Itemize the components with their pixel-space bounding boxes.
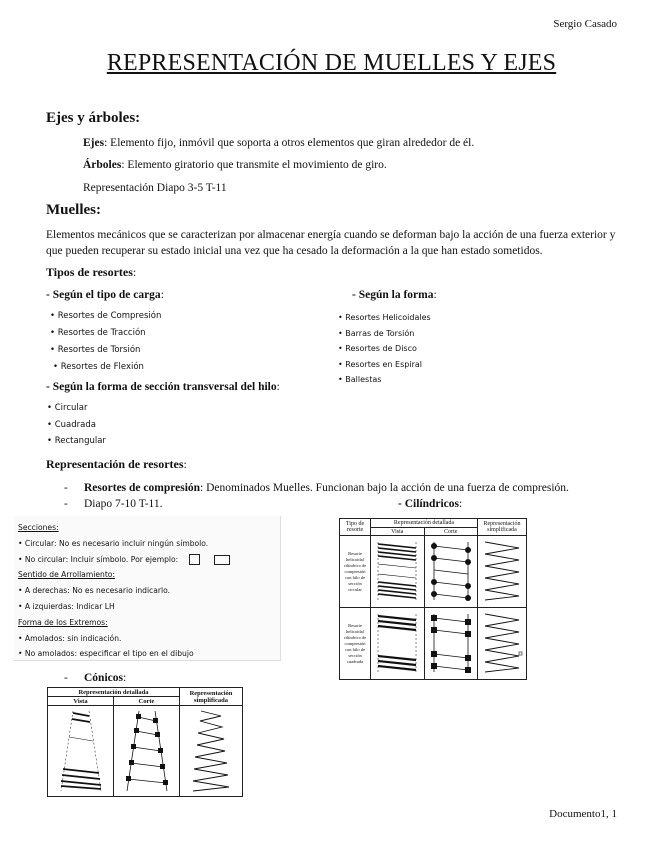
cilindricos-colon: :: [459, 498, 463, 510]
list-item: • Resortes de Torsión: [50, 345, 141, 355]
cyl-col-detallada: Representación detallada: [371, 519, 478, 528]
cyl-square-simplified-drawing: [478, 608, 527, 680]
list-item: • Rectangular: [47, 436, 106, 446]
conicos-text: Cónicos: [84, 672, 123, 684]
conicos-colon: :: [122, 672, 127, 684]
cone-col-simplificada: Representación simplificada: [180, 688, 243, 706]
spring-zigzag-icon: [479, 610, 525, 676]
ejes-term: Ejes: [83, 137, 105, 149]
conical-spring-section-icon: [117, 707, 177, 793]
cone-section-drawing: [114, 706, 180, 797]
cone-simplified-drawing: [180, 706, 243, 797]
notes-sentido: Sentido de Arrollamiento:: [18, 570, 116, 580]
cilindricos-label: [398, 496, 462, 512]
tipos-heading-colon: :: [132, 265, 137, 279]
heading-ejes: Ejes y árboles:: [46, 110, 141, 126]
arboles-definition: [83, 157, 387, 173]
muelles-paragraph: Elementos mecánicos que se caracterizan por almacenar energía cuando se deforman bajo la acción de una fuerza exterior y que pueden recuperar su estado inicial una vez que ha cesado la deformación a la que han estado sometidos.: [46, 229, 616, 257]
notes-derechas: • A derechas: No es necesario indicarlo.: [18, 586, 171, 596]
cone-col-corte: Corte: [114, 697, 180, 706]
cyl-col-simplificada: Representación simplificada: [478, 519, 527, 536]
dash: -: [64, 672, 68, 684]
compresion-term: Resortes de compresión: [84, 482, 201, 494]
compresion-def: : Denominados Muelles. Funcionan bajo la acción de una fuerza de compresión.: [200, 482, 569, 494]
heading-tipos: [46, 264, 136, 280]
list-item: • Resortes de Disco: [338, 344, 417, 353]
header-author: Sergio Casado: [553, 18, 617, 30]
ejes-reference: Representación Diapo 3-5 T-11: [83, 182, 227, 194]
cyl-circular-section-drawing: [424, 536, 478, 608]
tipos-heading-text: Tipos de resortes: [46, 265, 133, 279]
conical-spring-view-icon: [51, 707, 111, 793]
cyl-col-corte: Corte: [424, 528, 478, 536]
list-item: • Circular: [47, 403, 88, 413]
cyl-square-section-drawing: [424, 608, 478, 680]
spring-view-icon: [372, 610, 422, 676]
spring-zigzag-icon: [479, 538, 525, 604]
seccion-label-text: - Según la forma de sección transversal del hilo: [46, 381, 277, 393]
spring-section-icon: [426, 610, 476, 676]
cone-col-detallada: Representación detallada: [48, 688, 180, 697]
heading-muelles: Muelles:: [46, 202, 101, 218]
notes-izquierdas: • A izquierdas: Indicar LH: [18, 601, 115, 611]
conical-table: [47, 687, 243, 797]
arboles-def: : Elemento giratorio que transmite el movimiento de giro.: [121, 159, 387, 171]
conical-springs-figure: [47, 687, 243, 797]
cone-view-drawing: [48, 706, 114, 797]
arboles-term: Árboles: [83, 159, 122, 171]
cyl-row-cuadrada: Resorte helicoidal cilíndrico de compresión con hilo de sección cuadrada: [340, 608, 371, 680]
list-item: • Resortes de Compresión: [50, 311, 162, 321]
notes-amolados: • Amolados: sin indicación.: [18, 633, 122, 643]
cylindrical-springs-figure: [339, 518, 527, 680]
repr-heading-colon: :: [183, 457, 187, 471]
seccion-label: [46, 379, 280, 395]
cyl-circular-view-drawing: [371, 536, 425, 608]
conicos-label: [64, 670, 126, 686]
notes-circular: • Circular: No es necesario incluir ningún símbolo.: [18, 538, 209, 548]
cone-col-vista: Vista: [48, 697, 114, 706]
dash: -: [64, 498, 68, 510]
carga-label-text: - Según el tipo de carga: [46, 289, 161, 301]
page-footer: Documento1, 1: [549, 808, 617, 820]
cylindrical-table: [339, 518, 527, 680]
list-item: • Cuadrada: [47, 419, 96, 430]
notes-box: [14, 516, 281, 661]
notes-secciones: Secciones:: [18, 523, 59, 532]
compresion-line: [64, 480, 569, 496]
carga-label: [46, 287, 164, 303]
diapo-line: [64, 496, 162, 512]
cyl-square-view-drawing: [371, 608, 425, 680]
cyl-row-circular: Resorte helicoidal cilíndrico de compresión con hilo de sección circular: [340, 536, 371, 608]
notes-no-amolados: • No amolados: especificar el tipo en el dibujo: [18, 649, 194, 659]
repr-heading-text: Representación de resortes: [46, 457, 184, 471]
ejes-definition: [83, 135, 474, 151]
cyl-col-tipo: Tipo de resorte: [340, 519, 371, 536]
spring-section-icon: [426, 538, 476, 604]
list-item: • Resortes en Espiral: [338, 359, 422, 369]
notes-no-circular-text: • No circular: Incluir símbolo. Por ejemplo:: [18, 554, 179, 564]
seccion-list: [47, 400, 106, 450]
cilindricos-text: - Cilíndricos: [398, 498, 460, 510]
list-item: • Resortes Helicoidales: [338, 313, 431, 322]
diapo-ref: Diapo 7-10 T-11.: [84, 498, 163, 510]
seccion-label-colon: :: [276, 381, 280, 393]
square-symbol-icon: [189, 554, 200, 565]
carga-list: [50, 308, 161, 376]
dash: -: [64, 482, 68, 494]
list-item: • Resortes de Flexión: [53, 362, 144, 372]
heading-representacion: [46, 456, 187, 472]
carga-label-colon: :: [160, 289, 164, 301]
ejes-def: : Elemento fijo, inmóvil que soporta a otros elementos que giran alrededor de él.: [104, 137, 475, 149]
cyl-circular-simplified-drawing: [478, 536, 527, 608]
spring-view-icon: [372, 538, 422, 604]
notes-forma-extremos: Forma de los Extremos:: [18, 617, 108, 627]
list-item: • Ballestas: [338, 375, 382, 384]
page-title: REPRESENTACIÓN DE MUELLES Y EJES: [106, 50, 557, 76]
list-item: • Barras de Torsión: [338, 328, 415, 338]
forma-label: [352, 287, 437, 303]
rectangle-symbol-icon: [214, 555, 230, 565]
forma-label-colon: :: [433, 289, 437, 301]
forma-list: [338, 310, 431, 388]
forma-label-text: - Según la forma: [352, 289, 434, 301]
list-item: • Resortes de Tracción: [50, 328, 146, 338]
conical-spring-zigzag-icon: [181, 707, 241, 793]
notes-no-circular: [18, 552, 280, 568]
cyl-col-vista: Vista: [371, 528, 425, 536]
